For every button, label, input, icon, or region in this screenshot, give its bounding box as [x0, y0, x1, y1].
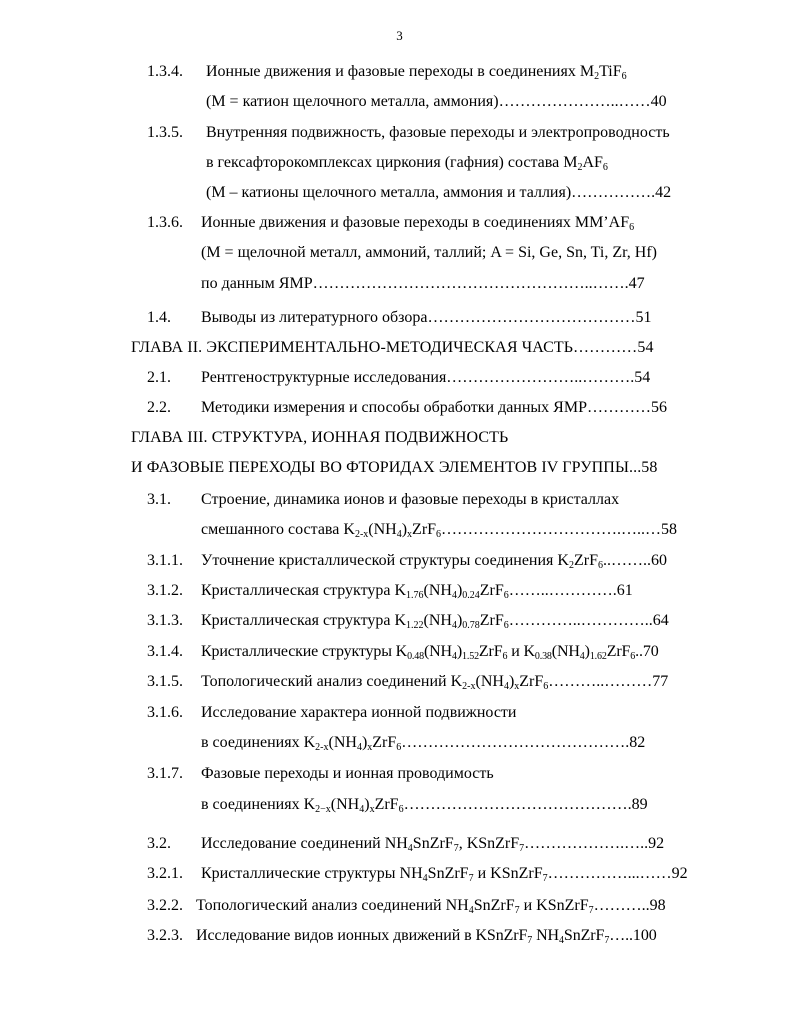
toc-line-1-3-5-cont2: (M – катионы щелочного металла, аммония и таллия)…………….42 — [206, 184, 672, 201]
toc-entry-1-4: 1.4. — [147, 309, 171, 326]
toc-title-1-3-5: Внутренняя подвижность, фазовые переходы и электропроводность — [206, 124, 670, 141]
toc-number: 1.3.4. — [147, 63, 183, 80]
toc-title-1-3-6: Ионные движения и фазовые переходы в соединениях $MM’AF_6$ — [201, 214, 635, 233]
toc-line-3-1-cont: смешанного состава $K_{2-x}(NH_4)_xZrF_6\dots\dots\dots\dots\dots\dots\dots\dots\dots\dots\dots.\dots..\dots 58$ — [201, 521, 678, 540]
toc-entry-1-3-5: 1.3.5. — [147, 124, 183, 141]
toc-line-3-1-7-cont: в соединениях $K_{2-x}(NH_4)_xZrF_6\dots\dots\dots\dots\dots\dots\dots\dots\dots\dots\dots\dots\dots\dots.89$ — [201, 796, 648, 815]
toc-title-2-1: Рентгеноструктурные исследования……………………..……….54 — [201, 369, 651, 386]
toc-entry-1-3-6: 1.3.6. — [147, 214, 183, 231]
toc-entry-3-2-1: 3.2.1. — [147, 865, 183, 882]
chapter-3-heading-cont: И ФАЗОВЫЕ ПЕРЕХОДЫ ВО ФТОРИДАХ ЭЛЕМЕНТОВ IV ГРУППЫ...58 — [131, 459, 658, 476]
toc-title-3-2: Исследование соединений $NH_4SnZrF_7$, KSnZrF$_7$……………….…..92 — [201, 835, 665, 854]
toc-title-3-2-3: Исследование видов ионных движений в KSnZrF$_7$ $NH_4SnZrF_7\dots..100$ — [196, 927, 657, 946]
toc-entry-2-1: 2.1. — [147, 369, 171, 386]
toc-line-1-3-6-cont2: по данным ЯМР……………………………………………..…….47 — [201, 275, 645, 292]
toc-title-2-2: Методики измерения и способы обработки данных ЯМР…………56 — [201, 399, 667, 416]
toc-line-1-3-6-cont: (M = щелочной металл, аммоний, таллий; A = Si, Ge, Sn, Ti, Zr, Hf) — [201, 244, 658, 261]
toc-title-3-2-1: Кристаллические структуры $NH_4SnZrF_7$ и KSnZrF$_7$……………...……92 — [201, 865, 688, 884]
chapter-2-heading: ГЛАВА II. ЭКСПЕРИМЕНТАЛЬНО-МЕТОДИЧЕСКАЯ ЧАСТЬ…………54 — [131, 339, 654, 356]
toc-entry-3-1-4: 3.1.4. — [147, 643, 183, 660]
toc-title-3-1-4: Кристаллические структуры $K_{0.48}(NH_4)_{1.52}ZrF_6$ и $K_{0.38}(NH_4)_{1.62}ZrF_6..70$ — [201, 643, 659, 662]
toc-entry-1-3-4 — [147, 62, 183, 82]
toc-entry-3-1-3: 3.1.3. — [147, 612, 183, 629]
toc-entry-3-2: 3.2. — [147, 835, 171, 852]
toc-title-3-1-7: Фазовые переходы и ионная проводимость — [201, 765, 494, 782]
toc-line-1-3-5-cont: в гексафторокомплексах циркония (гафния) состава $M_2AF_6$ — [206, 154, 608, 173]
toc-entry-3-1-1: 3.1.1. — [147, 552, 183, 569]
toc-entry-3-1-5: 3.1.5. — [147, 673, 183, 690]
toc-title-3-1-6: Исследование характера ионной подвижности — [201, 704, 517, 721]
toc-entry-3-1-6: 3.1.6. — [147, 704, 183, 721]
toc-entry-3-1-2: 3.1.2. — [147, 582, 183, 599]
toc-title-1-3-4: Ионные движения и фазовые переходы в соединениях $M_2TiF_6$ — [206, 63, 627, 82]
toc-title-3-1: Строение, динамика ионов и фазовые переходы в кристаллах — [201, 491, 620, 508]
toc-line-3-1-6-cont: в соединениях $K_{2-x}(NH_4)_xZrF_6\dots\dots\dots\dots\dots\dots\dots\dots\dots\dots\dots\dots\dots\dots.82$ — [201, 734, 646, 753]
toc-title-3-1-2: Кристаллическая структура $K_{1.76}(NH_4)_{0.24}ZrF_6\dots\dots..\dots\dots\dots\dots.61$ — [201, 582, 633, 601]
toc-title-3-1-1: Уточнение кристаллической структуры соединения $K_2ZrF_6..\dots\dots..60$ — [201, 552, 667, 571]
toc-entry-3-1: 3.1. — [147, 491, 171, 508]
toc-entry-3-2-3: 3.2.3. — [147, 927, 183, 944]
toc-entry-3-1-7: 3.1.7. — [147, 765, 183, 782]
chapter-3-heading: ГЛАВА III. СТРУКТУРА, ИОННАЯ ПОДВИЖНОСТЬ — [131, 429, 509, 446]
toc-title-3-1-5: Топологический анализ соединений $K_{2-x}(NH_4)_xZrF_6\dots\dots\dots..\dots\dots\dots 77$ — [201, 673, 669, 692]
toc-entry-2-2: 2.2. — [147, 399, 171, 416]
page-number: 3 — [396, 28, 403, 43]
toc-title-3-1-3: Кристаллическая структура $K_{1.22}(NH_4)_{0.78}ZrF_6\dots\dots\dots\dots..\dots\dots\dots\dots..64$ — [201, 612, 669, 631]
toc-line-1-3-4-cont: (M = катион щелочного металла, аммония)…………………..……40 — [206, 93, 667, 110]
toc-title-1-4: Выводы из литературного обзора…………………………………51 — [201, 309, 652, 326]
toc-title-3-2-2: Топологический анализ соединений $NH_4SnZrF_7$ и KSnZrF$_7$………..98 — [196, 897, 666, 916]
toc-entry-3-2-2: 3.2.2. — [147, 897, 183, 914]
